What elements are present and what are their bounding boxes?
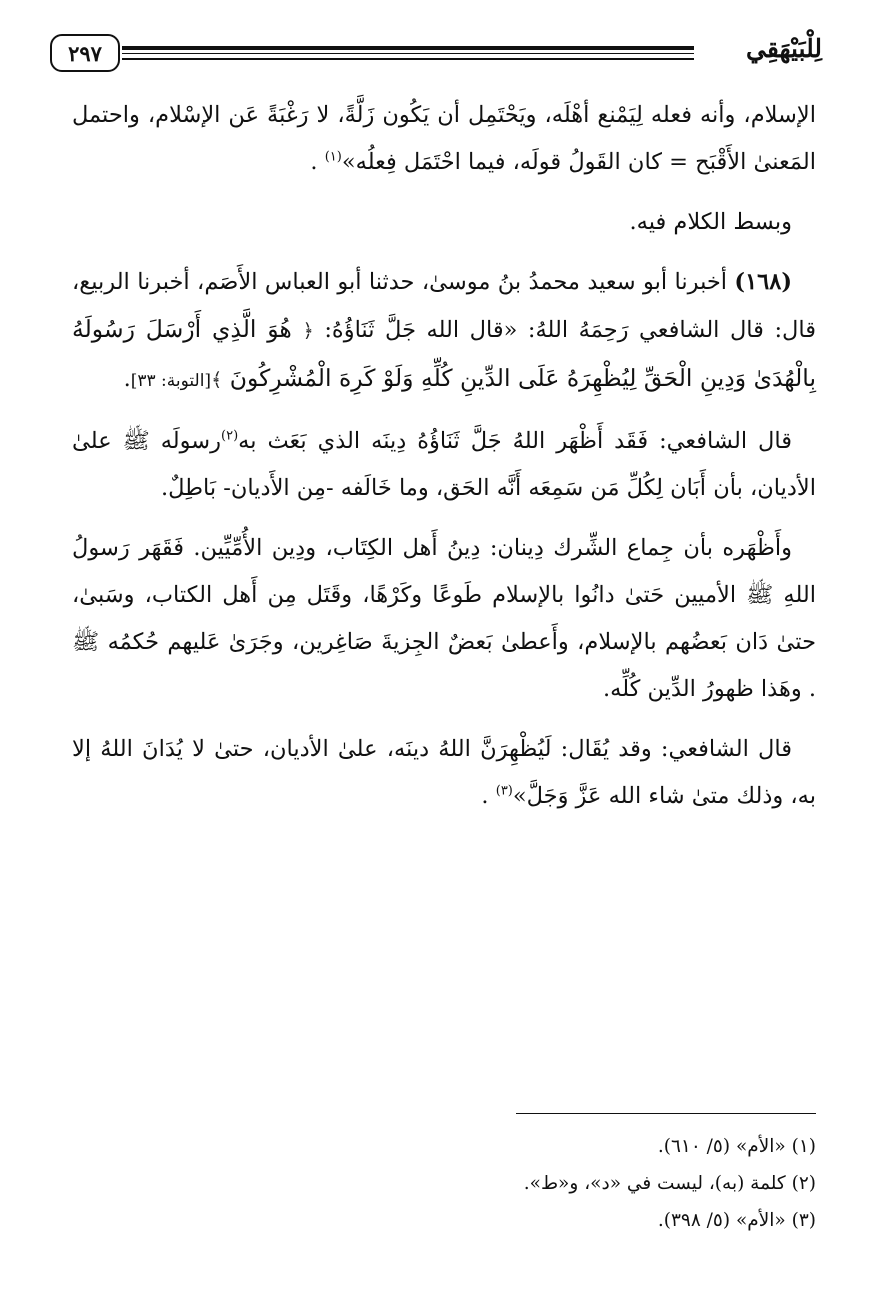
paragraph-6-end: . [481, 783, 496, 809]
quran-close-bracket: ﴾ [211, 369, 223, 391]
header-rule [122, 46, 694, 60]
paragraph-2: وبسط الكلام فيه. [629, 209, 792, 235]
paragraph-6 [72, 726, 816, 820]
footnotes [72, 1128, 816, 1239]
paragraph-3-text: أخبرنا أبو سعيد محمدُ بنُ موسىٰ، حدثنا أبو العباس الأَصَم، أخبرنا الربيع، قال: قال الشافعي رَحِمَهُ اللهُ: «قال الله جَلَّ ثَنَاؤُهُ: [72, 269, 816, 343]
footnote-marker-3: (٣) [495, 783, 513, 799]
page-header [50, 30, 822, 76]
running-title: لِلْبَيْهَقِي [746, 34, 822, 63]
footnote-separator [516, 1113, 816, 1114]
paragraph-4-text-b: رسولَه ﷺ علىٰ الأديان، بأن أَبَان لِكُلِّ مَن سَمِعَه أَنَّه الحَق، وما خَالَفه -مِن الأَديان- بَاطِلٌ. [72, 428, 816, 501]
paragraph-4-text-a: قال الشافعي: فَقَد أَظْهَر اللهُ جَلَّ ثَنَاؤُهُ دِينَه الذي بَعَث به [238, 428, 792, 454]
quran-verse: هُوَ الَّذِي أَرْسَلَ رَسُولَهُ بِالْهُدَىٰ وَدِينِ الْحَقِّ لِيُظْهِرَهُ عَلَى الدِّينِ كُلِّهِ وَلَوْ كَرِهَ الْمُشْرِكُونَ [72, 315, 816, 392]
hadith-number: (١٦٨) [734, 269, 792, 295]
quran-open-bracket: ﴿ [302, 320, 314, 342]
paragraph-1-end: . [310, 149, 325, 175]
footnote-3: (٣) «الأم» (٥/ ٣٩٨). [657, 1210, 816, 1231]
page-number: ٢٩٧ [50, 34, 120, 72]
paragraph-1 [72, 92, 816, 186]
footnote-marker-1: (١) [324, 149, 342, 165]
footnote-2: (٢) كلمة (به)، ليست في «د»، و«ط». [523, 1173, 816, 1194]
main-text [72, 92, 816, 833]
footnote-1: (١) «الأم» (٥/ ٦١٠). [657, 1136, 816, 1157]
paragraph-5: وأَظْهَره بأن جِماع الشِّرك دِينان: دِينُ أَهل الكِتَاب، ودِين الأُمِّيِّين. فَقَهَر رَسولُ اللهِ ﷺ الأميين حَتىٰ دانُوا بالإسلام طَوعًا وكَرْهًا، وقَتَل مِن أَهل الكتاب، وسَبىٰ، حتىٰ دَان بَعضُهم بالإسلام، وأَعطىٰ بَعضٌ الجِزيةَ صَاغِرين، وجَرَىٰ عَليهم حُكمُه ﷺ . وهَذا ظهورُ الدِّين كُلِّه. [72, 535, 816, 702]
paragraph-6-text: قال الشافعي: وقد يُقَال: لَيُظْهِرَنَّ اللهُ دينَه، علىٰ الأديان، حتىٰ لا يُدَانَ اللهُ إلا به، وذلك متىٰ شاء الله عَزَّ وَجَلَّ» [72, 736, 816, 809]
footnote-marker-2: (٢) [221, 428, 239, 444]
paragraph-3 [72, 259, 816, 405]
paragraph-4 [72, 418, 816, 512]
verse-reference: [التوبة: ٣٣] [130, 371, 212, 391]
paragraph-1-text: الإسلام، وأنه فعله لِيَمْنع أهْلَه، ويَحْتَمِل أن يَكُون زَلَّةً، لا رَغْبَةً عَن الإسْلام، واحتمل المَعنىٰ الأَقْبَح = كان القَولُ قولَه، فيما احْتَمَل فِعلُه» [72, 102, 816, 175]
paragraph-3-end: . [123, 366, 131, 392]
